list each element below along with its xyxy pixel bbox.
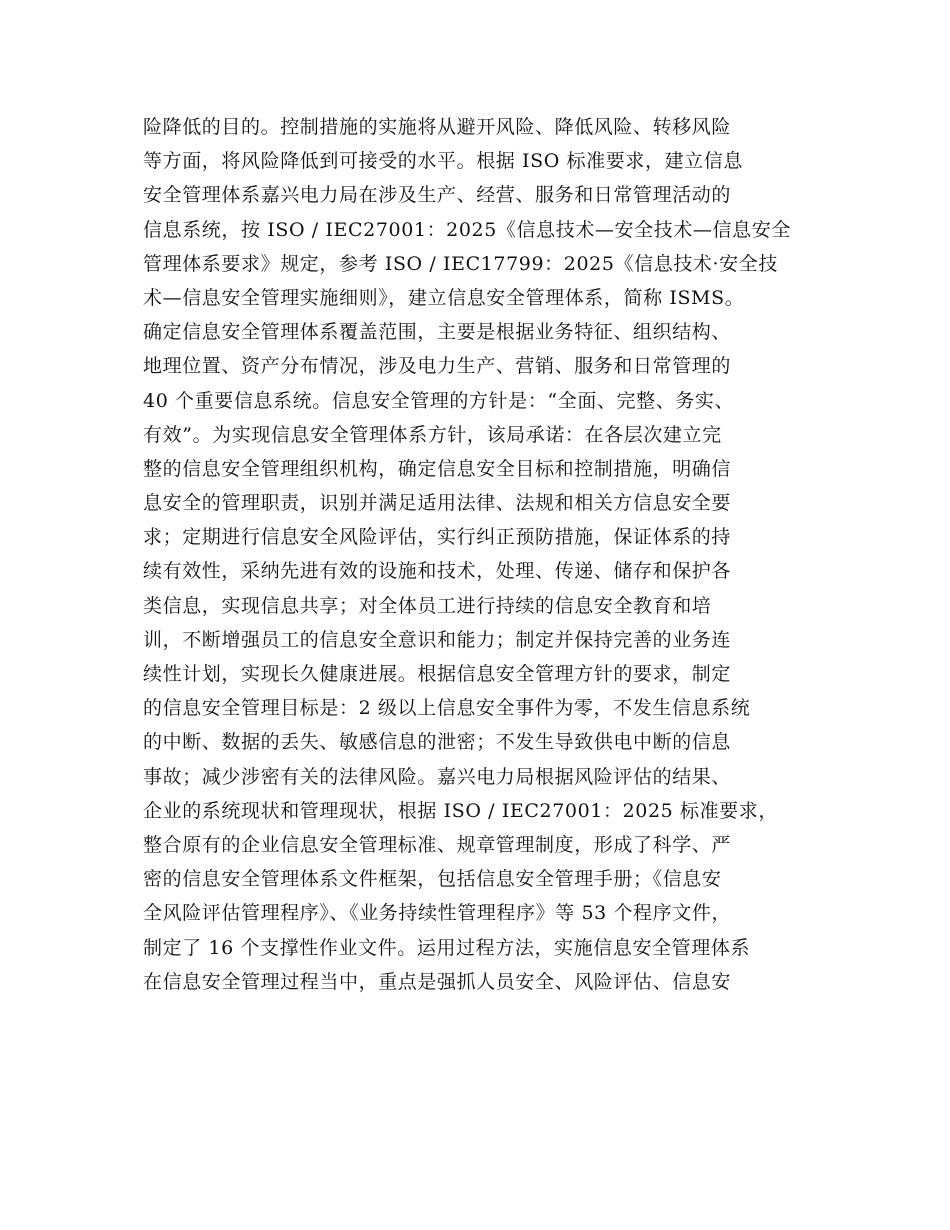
text-line: 地理位置、资产分布情况，涉及电力生产、营销、服务和日常管理的 [143, 355, 732, 378]
text-line: 事故；减少涉密有关的法律风险。嘉兴电力局根据风险评估的结果、 [143, 765, 732, 788]
text-line: 续有效性，采纳先进有效的设施和技术，处理、传递、储存和保护各 [143, 560, 732, 583]
text-line: 40 个重要信息系统。信息安全管理的方针是：“全面、完整、务实、 [143, 389, 735, 412]
text-line: 有效”。为实现信息安全管理体系方针，该局承诺：在各层次建立完 [143, 423, 722, 446]
text-line: 类信息，实现信息共享；对全体员工进行持续的信息安全教育和培 [143, 594, 712, 617]
text-line: 求；定期进行信息安全风险评估，实行纠正预防措施，保证体系的持 [143, 526, 732, 549]
text-line: 密的信息安全管理体系文件框架，包括信息安全管理手册；《信息安 [143, 868, 722, 891]
text-line: 管理体系要求》规定，参考 ISO / IEC17799：2025《信息技术·安全技 [143, 252, 778, 275]
text-line: 制定了 16 个支撑性作业文件。运用过程方法，实施信息安全管理体系 [143, 936, 751, 959]
text-line: 安全管理体系嘉兴电力局在涉及生产、经营、服务和日常管理活动的 [143, 184, 732, 207]
text-line: 等方面，将风险降低到可接受的水平。根据 ISO 标准要求，建立信息 [143, 150, 743, 173]
text-line: 险降低的目的。控制措施的实施将从避开风险、降低风险、转移风险 [143, 116, 732, 138]
text-line: 整合原有的企业信息安全管理标准、规章管理制度，形成了科学、严 [143, 833, 732, 856]
text-line: 全风险评估管理程序》、《业务持续性管理程序》等 53 个程序文件， [143, 902, 732, 925]
text-line: 术—信息安全管理实施细则》，建立信息安全管理体系，简称 ISMS。 [143, 286, 745, 309]
text-line: 在信息安全管理过程当中，重点是强抓人员安全、风险评估、信息安 [143, 970, 732, 993]
text-line: 训，不断增强员工的信息安全意识和能力；制定并保持完善的业务连 [143, 628, 732, 651]
text-line: 企业的系统现状和管理现状，根据 ISO / IEC27001：2025 标准要求， [143, 799, 778, 822]
text-line: 信息系统，按 ISO / IEC27001：2025《信息技术—安全技术—信息安全 [143, 218, 791, 241]
body-text [143, 110, 823, 999]
text-line: 息安全的管理职责，识别并满足适用法律、法规和相关方信息安全要 [143, 492, 732, 515]
text-line: 的中断、数据的丢失、敏感信息的泄密；不发生导致供电中断的信息 [143, 731, 732, 754]
text-line: 整的信息安全管理组织机构，确定信息安全目标和控制措施，明确信 [143, 457, 732, 480]
text-line: 续性计划，实现长久健康进展。根据信息安全管理方针的要求，制定 [143, 663, 732, 685]
text-line: 确定信息安全管理体系覆盖范围，主要是根据业务特征、组织结构、 [143, 321, 732, 344]
text-line: 的信息安全管理目标是：2 级以上信息安全事件为零，不发生信息系统 [143, 697, 751, 720]
